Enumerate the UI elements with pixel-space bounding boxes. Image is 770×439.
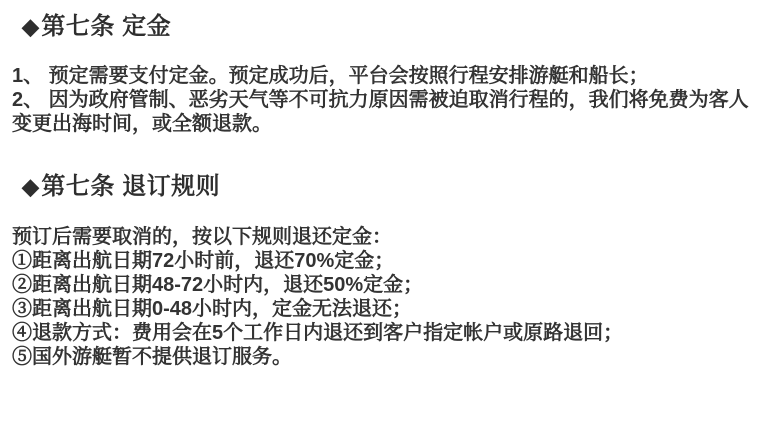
deposit-terms: [12, 64, 758, 136]
deposit-term-2: 2、 因为政府管制、恶劣天气等不可抗力原因需被迫取消行程的，我们将免费为客人变更出海时间，或全额退款。: [12, 89, 749, 135]
refund-rule: ②距离出航日期48-72小时内，退还50%定金；: [12, 274, 424, 296]
refund-intro: 预订后需要取消的，按以下规则退还定金：: [12, 226, 392, 248]
section-refund: [12, 172, 758, 369]
diamond-icon: ◆: [22, 14, 40, 39]
refund-rules-list: [12, 249, 758, 369]
diamond-icon: ◆: [22, 174, 40, 199]
refund-rule: ⑤国外游艇暂不提供退订服务。: [12, 346, 292, 368]
refund-rule: ③距离出航日期0-48小时内，定金无法退还；: [12, 298, 413, 320]
refund-rule: ①距离出航日期72小时前，退还70%定金；: [12, 250, 395, 272]
deposit-heading-label: 第七条 定金: [41, 13, 172, 40]
refund-heading: [22, 172, 758, 202]
refund-rule: ④退款方式：费用会在5个工作日内退还到客户指定帐户或原路退回；: [12, 322, 624, 344]
refund-heading-label: 第七条 退订规则: [41, 173, 221, 200]
deposit-heading: [22, 12, 758, 42]
section-deposit: [12, 12, 758, 136]
deposit-term-1: 1、 预定需要支付定金。预定成功后，平台会按照行程安排游艇和船长；: [12, 65, 649, 87]
